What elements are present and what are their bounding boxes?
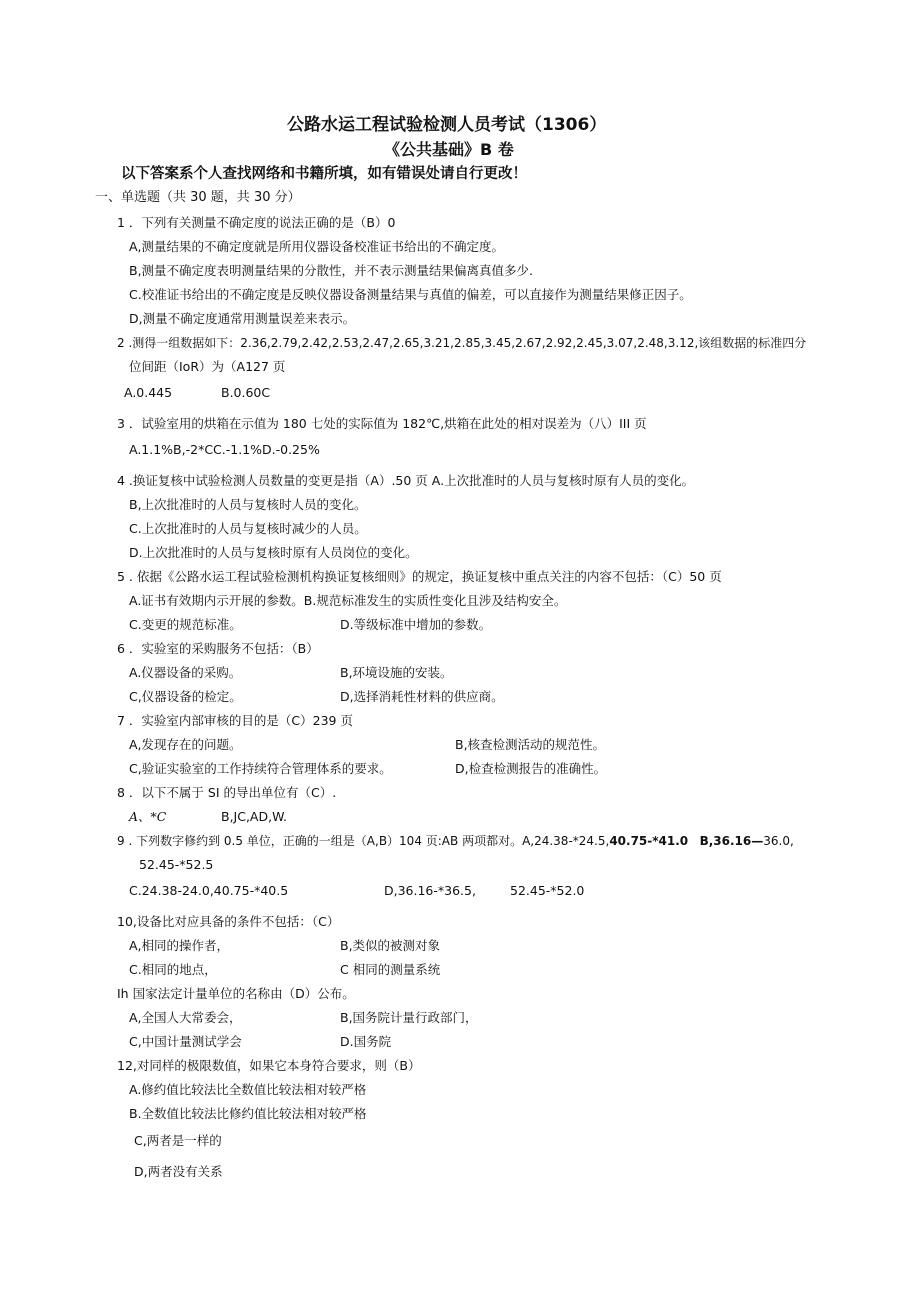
question-2-option-b: B.0.60C xyxy=(221,385,271,400)
question-9-option-d-continued: 52.45-*52.0 xyxy=(510,883,585,898)
question-11-stem: Ih 国家法定计量单位的名称由（D）公布。 xyxy=(117,986,355,1001)
question-8-option-b: B,JC,AD,W. xyxy=(221,809,287,824)
question-12-option-a: A.修约值比较法比全数值比较法相对较严格 xyxy=(129,1082,367,1097)
question-7-stem: 7 ．实验室内部审核的目的是（C）239 页 xyxy=(117,713,353,728)
question-8-stem: 8 ．以下不属于 SI 的导出单位有（C）. xyxy=(117,785,337,800)
question-7-option-c: C,验证实验室的工作持续符合管理体系的要求。 xyxy=(129,761,392,776)
question-5-stem: 5 . 依据《公路水运工程试验检测机构换证复核细则》的规定，换证复核中重点关注的内容不包括：（C）50 页 xyxy=(117,569,722,584)
question-10-option-d: C 相同的测量系统 xyxy=(340,962,441,977)
question-2-stem-continued: 位间距（IoR）为（A127 页 xyxy=(129,359,286,374)
question-9-stem-continued: 52.45-*52.5 xyxy=(139,857,214,872)
question-6-option-d: D,选择消耗性材料的供应商。 xyxy=(340,689,504,704)
question-1-option-a: A,测量结果的不确定度就是所用仪器设备校准证书给出的不确定度。 xyxy=(129,239,505,254)
question-5-option-c: C.变更的规范标准。 xyxy=(129,617,242,632)
question-4-option-b: B,上次批准时的人员与复核时人员的变化。 xyxy=(129,497,367,512)
question-11-option-b: B,国务院计量行政部门， xyxy=(340,1010,478,1025)
question-5-option-ab: A.证书有效期内示开展的参数。B.规范标准发生的实质性变化且涉及结构安全。 xyxy=(129,593,567,608)
question-11-option-a: A,全国人大常委会， xyxy=(129,1010,242,1025)
question-12-option-b: B.全数值比较法比修约值比较法相对较严格 xyxy=(129,1106,367,1121)
question-3-options: A.1.1%B,-2*CC.-1.1%D.-0.25% xyxy=(129,442,320,457)
question-4-option-c: C.上次批准时的人员与复核时减少的人员。 xyxy=(129,521,367,536)
question-8-option-a: A、*C xyxy=(129,809,167,824)
question-11-option-d: D.国务院 xyxy=(340,1034,392,1049)
question-7-option-d: D,检查检测报告的准确性。 xyxy=(455,761,607,776)
question-6-stem: 6 ．实验室的采购服务不包括：（B） xyxy=(117,641,319,656)
question-2-option-a: A.0.445 xyxy=(124,385,173,400)
question-11-option-c: C,中国计量测试学会 xyxy=(129,1034,242,1049)
question-9-option-c: C.24.38-24.0,40.75-*40.5 xyxy=(129,883,289,898)
question-10-stem: 10,设备比对应具备的条件不包括：（C） xyxy=(117,914,340,929)
question-12-option-c: C,两者是一样的 xyxy=(134,1133,222,1148)
question-10-option-a: A,相同的操作者， xyxy=(129,938,230,953)
question-3-stem: 3 ．试验室用的烘箱在示值为 180 七处的实际值为 182℃,烘箱在此处的相对误差为（八）III 页 xyxy=(117,416,647,431)
question-9-stem xyxy=(117,833,794,849)
question-1-stem: 1 ．下列有关测量不确定度的说法正确的是（B）0 xyxy=(117,215,396,230)
question-2-stem: 2 .测得一组数据如下：2.36,2.79,2.42,2.53,2.47,2.65,3.21,2.85,3.45,2.67,2.92,2.45,3.07,2.48,3.12,该组数据的标准四分 xyxy=(117,336,807,350)
question-1-option-d: D,测量不确定度通常用测量误差来表示。 xyxy=(129,311,356,326)
question-9-option-d: D,36.16-*36.5, xyxy=(384,883,476,898)
question-9-stem-part-d: 36.0, xyxy=(763,834,794,848)
question-6-option-b: B,环境设施的安装。 xyxy=(340,665,453,680)
question-4-stem: 4 .换证复核中试验检测人员数量的变更是指（A）.50 页 A.上次批准时的人员与复核时原有人员的变化。 xyxy=(117,473,695,488)
question-1-option-c: C.校准证书给出的不确定度是反映仪器设备测量结果与真值的偏差，可以直接作为测量结果修正因子。 xyxy=(129,287,692,302)
question-10-option-c: C.相同的地点， xyxy=(129,962,217,977)
question-4-option-d: D.上次批准时的人员与复核时原有人员岗位的变化。 xyxy=(129,545,418,560)
question-9-stem-part-c: B,36.16— xyxy=(699,834,764,848)
question-7-option-b: B,核查检测活动的规范性。 xyxy=(455,737,606,752)
question-9-stem-part-a: 9 . 下列数字修约到 0.5 单位，正确的一组是（A,B）104 页:AB 两项都对。A,24.38-*24.5, xyxy=(117,834,610,848)
section-heading: 一、单选题（共 30 题，共 30 分） xyxy=(95,190,301,205)
question-10-option-b: B,类似的被测对象 xyxy=(340,938,441,953)
exam-subtitle: 《公共基础》B 卷 xyxy=(384,140,514,159)
question-12-stem: 12,对同样的极限数值，如果它本身符合要求，则（B） xyxy=(117,1058,421,1073)
question-12-option-d: D,两者没有关系 xyxy=(134,1164,223,1179)
question-6-option-c: C,仪器设备的检定。 xyxy=(129,689,242,704)
question-7-option-a: A,发现存在的问题。 xyxy=(129,737,242,752)
question-5-option-d: D.等级标准中增加的参数。 xyxy=(340,617,492,632)
question-1-option-b: B,测量不确定度表明测量结果的分散性，并不表示测量结果偏离真值多少. xyxy=(129,263,534,278)
question-6-option-a: A.仪器设备的采购。 xyxy=(129,665,242,680)
exam-notice: 以下答案系个人查找网络和书籍所填，如有错误处请自行更改！ xyxy=(121,166,527,182)
exam-title: 公路水运工程试验检测人员考试（1306） xyxy=(287,115,607,135)
question-9-stem-part-b: 40.75-*41.0 xyxy=(609,834,689,848)
